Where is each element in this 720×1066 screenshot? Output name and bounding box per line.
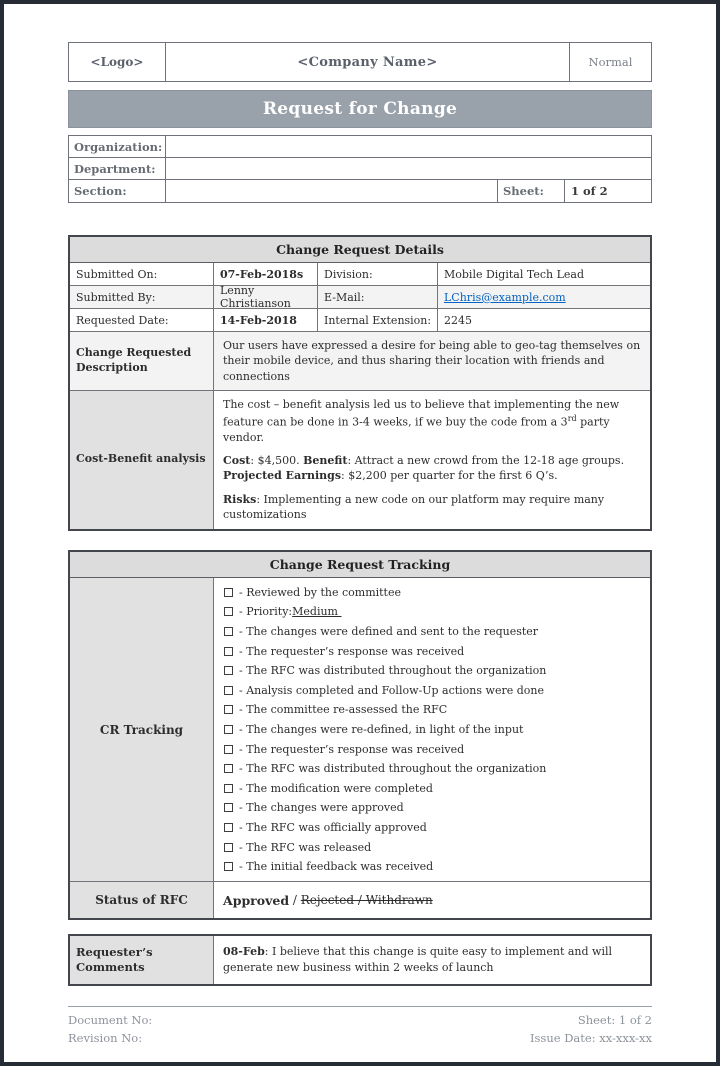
footer-sheet: Sheet: 1 of 2	[577, 1013, 652, 1028]
checklist-item-label: - The changes were defined and sent to the requester	[239, 625, 539, 639]
requested-date-value: 14-Feb-2018	[214, 309, 318, 331]
table-row	[70, 286, 650, 309]
section-label: Section:	[69, 180, 166, 202]
checklist-item-label: - The RFC was officially approved	[239, 820, 427, 834]
table-row	[70, 309, 650, 332]
checkbox-icon	[224, 745, 233, 754]
submitted-by-label: Submitted By:	[70, 286, 214, 308]
cost-benefit-paragraph: The cost – benefit analysis led us to believe that implementing the new feature can be done in 3-4 weeks, if we buy the code from a 3rd party vendor.	[223, 398, 620, 444]
division-label: Division:	[318, 263, 438, 285]
document-title-banner	[68, 90, 652, 128]
department-label: Department:	[69, 158, 166, 179]
document-page	[4, 4, 716, 1047]
checkbox-icon	[224, 784, 233, 793]
status-struck-options: Rejected / Withdrawn	[300, 893, 433, 908]
organization-row	[69, 136, 651, 158]
cost-benefit-label: Cost-Benefit analysis	[70, 391, 214, 528]
cost-benefit-row	[70, 391, 650, 528]
email-link[interactable]: LChris@example.com	[444, 290, 566, 304]
risks-paragraph: Risks: Implementing a new code on our platform may require many customizations	[223, 492, 605, 522]
checkbox-icon	[224, 686, 233, 695]
logo-placeholder: <Logo>	[69, 43, 166, 81]
checklist-item-label: - The RFC was distributed throughout the organization	[239, 664, 547, 678]
requester-comments-label: Requester’s Comments	[70, 936, 214, 984]
checklist-item	[224, 622, 640, 642]
document-title: Request for Change	[262, 99, 458, 119]
checklist-item	[224, 818, 640, 838]
status-of-rfc-value: Approved / Rejected / Withdrawn	[223, 892, 433, 908]
footer-issue-date: Issue Date: xx-xxx-xx	[529, 1031, 652, 1046]
department-row	[69, 158, 651, 180]
page-footer	[68, 1006, 652, 1047]
checklist-item-label: - The initial feedback was received	[239, 860, 434, 874]
checklist-item	[224, 837, 640, 857]
checklist-item	[224, 759, 640, 779]
checklist-item	[224, 857, 640, 877]
checklist-item-label: - The changes were approved	[239, 801, 404, 815]
checklist-item	[224, 583, 640, 603]
checklist-item-label: - The committee re-assessed the RFC	[239, 703, 448, 717]
comment-date: 08-Feb	[223, 945, 265, 959]
table-row	[70, 263, 650, 286]
description-label: Change Requested Description	[70, 332, 214, 390]
masthead	[68, 42, 652, 82]
cost-benefit-text	[214, 391, 650, 528]
document-info-table	[68, 135, 652, 203]
checkbox-icon	[224, 705, 233, 714]
checklist-item	[224, 641, 640, 661]
change-request-tracking-table	[68, 550, 652, 921]
checklist-item-label: - Analysis completed and Follow-Up actions were done	[239, 683, 544, 697]
checklist-item-label: - The RFC was released	[239, 840, 372, 854]
checklist-item-label: - The requester’s response was received	[239, 742, 465, 756]
checklist-item-label: - Priority:	[239, 605, 293, 619]
checkbox-icon	[224, 588, 233, 597]
priority-value: Medium	[292, 605, 342, 619]
department-value-field	[166, 158, 651, 179]
document-mode: Normal	[569, 43, 651, 81]
cr-tracking-label: CR Tracking	[70, 578, 214, 882]
organization-value-field	[166, 136, 651, 157]
section-value-field	[166, 180, 497, 202]
tracking-table-title: Change Request Tracking	[70, 552, 650, 578]
checklist-item	[224, 661, 640, 681]
checkbox-icon	[224, 647, 233, 656]
checkbox-icon	[224, 862, 233, 871]
checklist-item-label: - The RFC was distributed throughout the organization	[239, 762, 547, 776]
requester-comments-row	[70, 936, 650, 984]
internal-extension-label: Internal Extension:	[318, 309, 438, 331]
requester-comments-table	[68, 934, 652, 986]
requester-comments-text: 08-Feb: I believe that this change is quite easy to implement and will generate new business within 2 weeks of launch	[223, 945, 613, 975]
requested-date-label: Requested Date:	[70, 309, 214, 331]
cr-tracking-checklist	[214, 578, 650, 882]
checklist-item	[224, 602, 640, 622]
status-of-rfc-row	[70, 882, 650, 918]
description-row	[70, 332, 650, 391]
status-approved: Approved	[223, 892, 290, 908]
checkbox-icon	[224, 823, 233, 832]
section-row	[69, 180, 651, 202]
checkbox-icon	[224, 803, 233, 812]
description-text: Our users have expressed a desire for being able to geo-tag themselves on their mobile device, and thus sharing their location with friends and connections	[223, 339, 641, 383]
checkbox-icon	[224, 764, 233, 773]
checkbox-icon	[224, 666, 233, 675]
sheet-label: Sheet:	[497, 180, 564, 202]
document-no-label: Document No:	[68, 1013, 153, 1028]
checklist-item-label: - Reviewed by the committee	[239, 585, 401, 599]
internal-extension-value: 2245	[444, 313, 472, 327]
checklist-item	[224, 700, 640, 720]
checklist-item	[224, 798, 640, 818]
details-table-title: Change Request Details	[70, 237, 650, 263]
cr-tracking-row	[70, 578, 650, 883]
organization-label: Organization:	[69, 136, 166, 157]
change-request-details-table	[68, 235, 652, 531]
sheet-value: 1 of 2	[564, 180, 651, 202]
checklist-item	[224, 779, 640, 799]
status-of-rfc-label: Status of RFC	[70, 882, 214, 918]
checkbox-icon	[224, 725, 233, 734]
checkbox-icon	[224, 843, 233, 852]
division-value: Mobile Digital Tech Lead	[444, 267, 585, 281]
cost-benefit-paragraph: Cost: $4,500. Benefit: Attract a new crowd from the 12-18 age groups. Projected Earnings: $2,200 per quarter for the first 6 Q’s.	[223, 454, 625, 483]
checklist-item-label: - The changes were re-defined, in light of the input	[239, 723, 524, 737]
submitted-on-label: Submitted On:	[70, 263, 214, 285]
checklist-item	[224, 739, 640, 759]
submitted-by-value: Lenny Christianson	[214, 286, 318, 308]
checklist-item-label: - The requester’s response was received	[239, 644, 465, 658]
submitted-on-value: 07-Feb-2018s	[214, 263, 318, 285]
company-name: <Company Name>	[297, 54, 438, 70]
checklist-item	[224, 681, 640, 701]
checkbox-icon	[224, 627, 233, 636]
checklist-item	[224, 720, 640, 740]
checklist-item-label: - The modification were completed	[239, 781, 433, 795]
checkbox-icon	[224, 607, 233, 616]
revision-no-label: Revision No:	[68, 1031, 143, 1046]
email-label: E-Mail:	[318, 286, 438, 308]
